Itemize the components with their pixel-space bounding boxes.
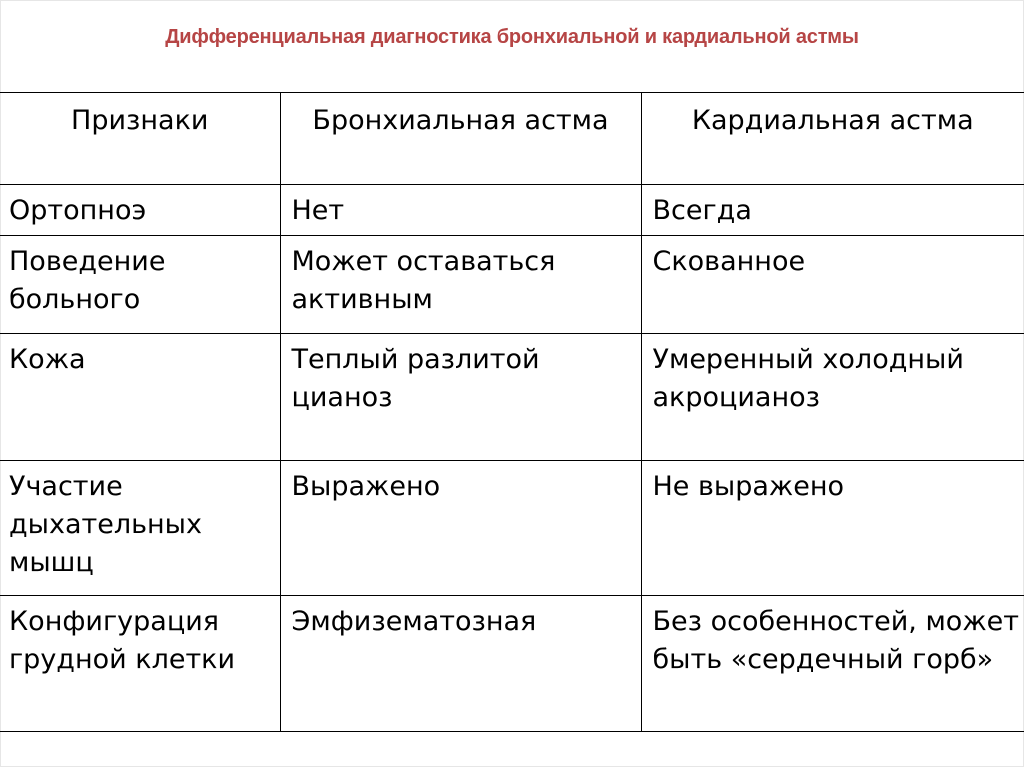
table-row — [0, 334, 1024, 461]
row-sign-cell: Ортопноэ — [0, 185, 280, 236]
header-signs: Признаки — [0, 93, 280, 185]
row-bronchial-cell: Нет — [280, 185, 641, 236]
header-bronchial-asthma: Бронхиальная астма — [280, 93, 641, 185]
row-bronchial-cell: Может оставаться активным — [280, 236, 641, 334]
row-cardiac-cell: Всегда — [641, 185, 1024, 236]
row-sign-cell: Участие дыхательных мышц — [0, 461, 280, 596]
header-cardiac-asthma: Кардиальная астма — [641, 93, 1024, 185]
row-cardiac-cell: Не выражено — [641, 461, 1024, 596]
table-row — [0, 185, 1024, 236]
row-cardiac-cell: Без особенностей, может быть «сердечный горб» — [641, 596, 1024, 732]
row-bronchial-cell: Эмфизематозная — [280, 596, 641, 732]
row-sign-cell: Кожа — [0, 334, 280, 461]
row-cardiac-cell: Умеренный холодный акроцианоз — [641, 334, 1024, 461]
table-row — [0, 596, 1024, 732]
row-cardiac-cell: Скованное — [641, 236, 1024, 334]
row-bronchial-cell: Теплый разлитой цианоз — [280, 334, 641, 461]
row-sign-cell: Поведение больного — [0, 236, 280, 334]
comparison-table — [0, 92, 1024, 732]
table-row — [0, 236, 1024, 334]
row-sign-cell: Конфигурация грудной клетки — [0, 596, 280, 732]
table-header-row — [0, 93, 1024, 185]
row-bronchial-cell: Выражено — [280, 461, 641, 596]
table-row — [0, 461, 1024, 596]
slide-title: Дифференциальная диагностика бронхиальной и кардиальной астмы — [165, 26, 859, 48]
